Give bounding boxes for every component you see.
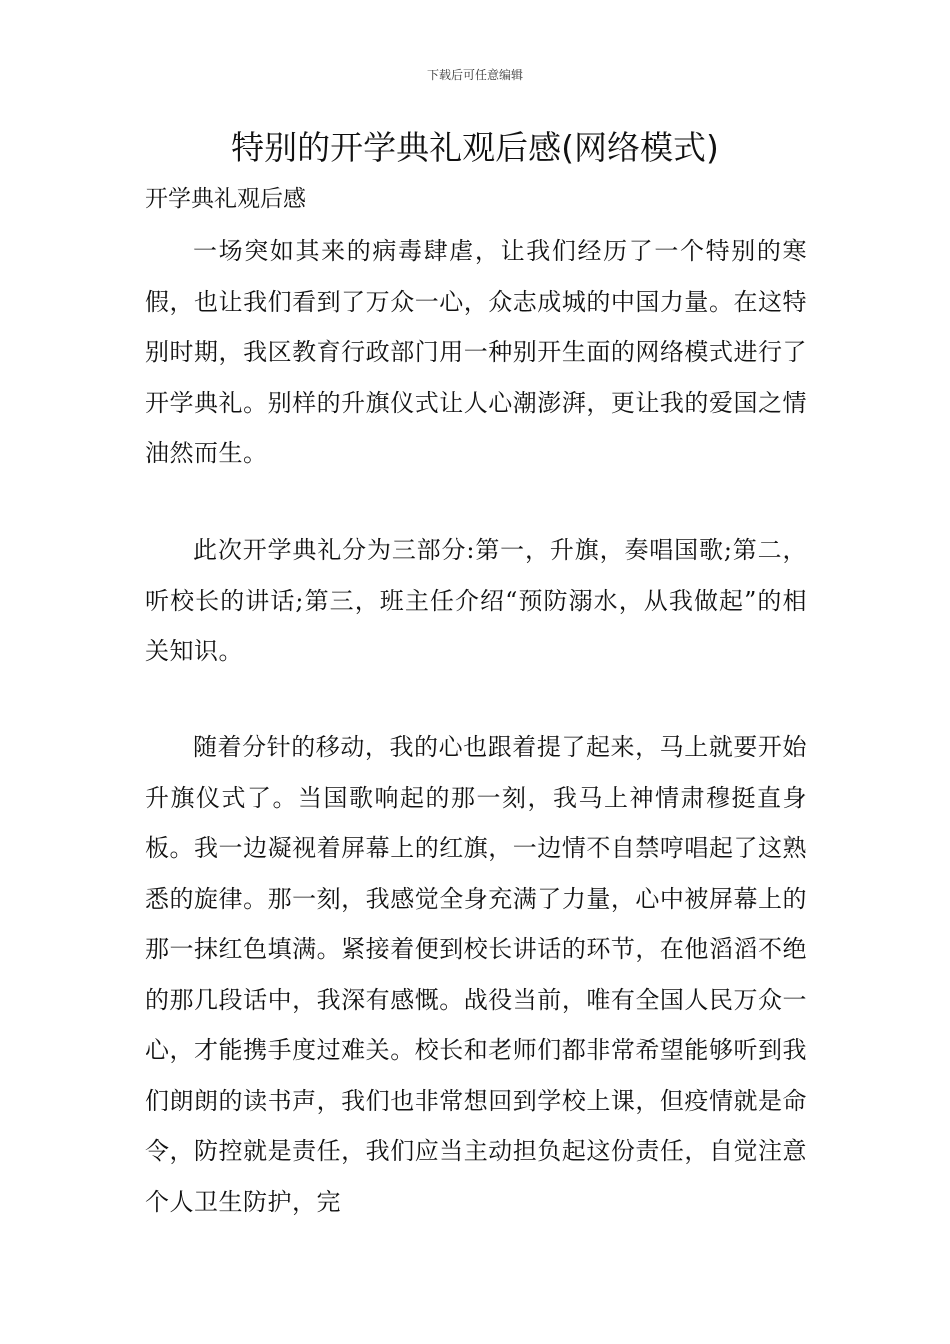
body-paragraph: 此次开学典礼分为三部分:第一，升旗，奏唱国歌;第二，听校长的讲话;第三，班主任介绍“预防溺水，从我做起”的相关知识。: [145, 536, 807, 665]
document-subtitle: 开学典礼观后感: [145, 186, 306, 212]
body-paragraph: 一场突如其来的病毒肆虐，让我们经历了一个特别的寒假，也让我们看到了万众一心，众志成城的中国力量。在这特别时期，我区教育行政部门用一种别开生面的网络模式进行了开学典礼。别样的升旗仪式让人心潮澎湃，更让我的爱国之情油然而生。: [145, 237, 807, 467]
document-title: 特别的开学典礼观后感(网络模式): [231, 128, 719, 167]
body-paragraph: 随着分针的移动，我的心也跟着提了起来，马上就要开始升旗仪式了。当国歌响起的那一刻，我马上神情肃穆挺直身板。我一边凝视着屏幕上的红旗，一边情不自禁哼唱起了这熟悉的旋律。那一刻，我感觉全身充满了力量，心中被屏幕上的那一抹红色填满。紧接着便到校长讲话的环节，在他滔滔不绝的那几段话中，我深有感慨。战役当前，唯有全国人民万众一心，才能携手度过难关。校长和老师们都非常希望能够听到我们朗朗的读书声，我们也非常想回到学校上课，但疫情就是命令，防控就是责任，我们应当主动担负起这份责任，自觉注意个人卫生防护，完: [145, 733, 807, 1216]
header-note: 下载后可任意编辑: [426, 68, 523, 82]
